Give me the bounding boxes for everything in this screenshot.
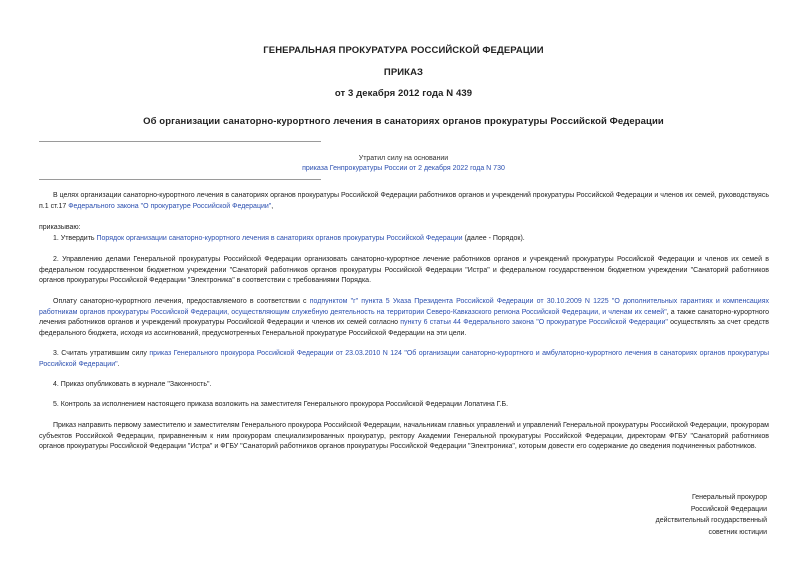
decree-1225-link[interactable]: подпунктом "г" пункта 5 Указа Президента Российской Федерации от 30.10.2009 N 1225 "О дополнительных гарантиях и компенсациях работникам органов прокуратуры Российской Федерации, осуществляющим служебную деятельность на территории Северо-Кавказского региона Российской Федерации, и членам их семей" <box>39 298 769 316</box>
paragraph-item-2: 2. Управлению делами Генеральной прокуратуры Российской Федерации организовать санаторно-курортное лечение работников органов и учреждений прокуратуры Российской Федерации и членов их семей в федеральном государственном бюджетном учреждении "Санаторий работников органов прокуратуры Российской Федерации "Истра" и федеральном государственном бюджетном учреждении "Санаторий работников органов прокуратуры Российской Федерации "Электроника" в соответствии с требованиями Порядка. <box>39 256 769 285</box>
divider-bottom <box>39 179 321 180</box>
paragraph-payment <box>39 297 769 340</box>
order-124-link[interactable]: приказ Генерального прокурора Российской Федерации от 23.03.2010 N 124 "Об организации санаторно-курортного и амбулаторно-курортного лечения в санаториях органов прокуратуры Российской Федерации" <box>39 350 769 368</box>
signature-line-1: Генеральный прокурор <box>691 494 767 501</box>
order-word: приказываю: <box>39 224 81 231</box>
law-link-prosecution[interactable]: Федерального закона "О прокуратуре Российской Федерации" <box>68 202 272 210</box>
preamble-end: , <box>271 202 274 210</box>
payment-text-c: осуществлять за счет средств федерального бюджета, исходя из ассигнований, предусмотренных Генеральной прокуратуре Российской Федерации на эти цели. <box>39 319 770 338</box>
status-line: Утратил силу на основании <box>358 155 449 162</box>
payment-text-a: Оплату санаторно-курортного лечения, предоставляемого в соответствии с <box>53 298 310 305</box>
item-1-text: 1. Утвердить <box>53 235 97 242</box>
signature-line-3: действительный государственный <box>655 517 767 524</box>
document-title: Об организации санаторно-курортного лечения в санаториях органов прокуратуры Российской Федерации <box>143 116 664 127</box>
paragraph-item-3 <box>39 349 769 370</box>
law-article-44-link[interactable]: пункту 6 статьи 44 Федерального закона "О прокуратуре Российской Федерации" <box>400 319 668 327</box>
procedure-link[interactable]: Порядок организации санаторно-курортного лечения в санаториях органов прокуратуры Российской Федерации <box>96 235 463 242</box>
preamble-text: В целях организации санаторно-курортного лечения в санаториях органов прокуратуры Российской Федерации работников органов и учреждений прокуратуры Российской Федерации и членов их семей, руководствуясь п.1 ст.17 <box>39 192 769 210</box>
item-3-end: . <box>117 360 120 368</box>
paragraph-distribution: Приказ направить первому заместителю и заместителям Генерального прокурора Российской Федерации, начальникам главных управлений и управлений Генеральной прокуратуры Российской Федерации, прокурорам субъектов Российской Федерации, приравненным к ним прокурорам специализированных прокуратур, ректору Академии Генеральной прокуратуры Российской Федерации, директорам ФГБУ "Санаторий работников органов прокуратуры Российской Федерации "Истра" и ФГБУ "Санаторий работников органов прокуратуры Российской Федерации "Электроника", которым довести его содержание до сведения подчиненных работников. <box>39 422 769 451</box>
paragraph-item-5: 5. Контроль за исполнением настоящего приказа возложить на заместителя Генерального прокурора Российской Федерации Лопатина Г.Б. <box>53 401 509 408</box>
repeal-order-link[interactable]: приказа Генпрокуратуры России от 2 декабря 2022 года N 730 <box>302 165 505 172</box>
paragraph-item-1 <box>39 234 769 245</box>
payment-text-b: , а также санаторно-курортного лечения работников органов и учреждений прокуратуры Российской Федерации и членов их семей согласно <box>39 308 769 327</box>
signature-block <box>656 492 767 538</box>
organization-heading: ГЕНЕРАЛЬНАЯ ПРОКУРАТУРА РОССИЙСКОЙ ФЕДЕРАЦИИ <box>263 45 544 56</box>
item-3-text: 3. Считать утратившим силу <box>53 350 150 357</box>
item-1-end: (далее - Порядок). <box>462 235 525 242</box>
document-date-number: от 3 декабря 2012 года N 439 <box>334 88 473 99</box>
document-type: ПРИКАЗ <box>383 67 424 78</box>
paragraph-preamble <box>39 191 769 212</box>
signature-line-2: Российской Федерации <box>690 505 767 513</box>
status-link-line <box>0 165 807 172</box>
signature-line-4: советник юстиции <box>708 528 767 536</box>
paragraph-item-4: 4. Приказ опубликовать в журнале "Законность". <box>53 381 212 388</box>
divider-top <box>39 141 321 142</box>
